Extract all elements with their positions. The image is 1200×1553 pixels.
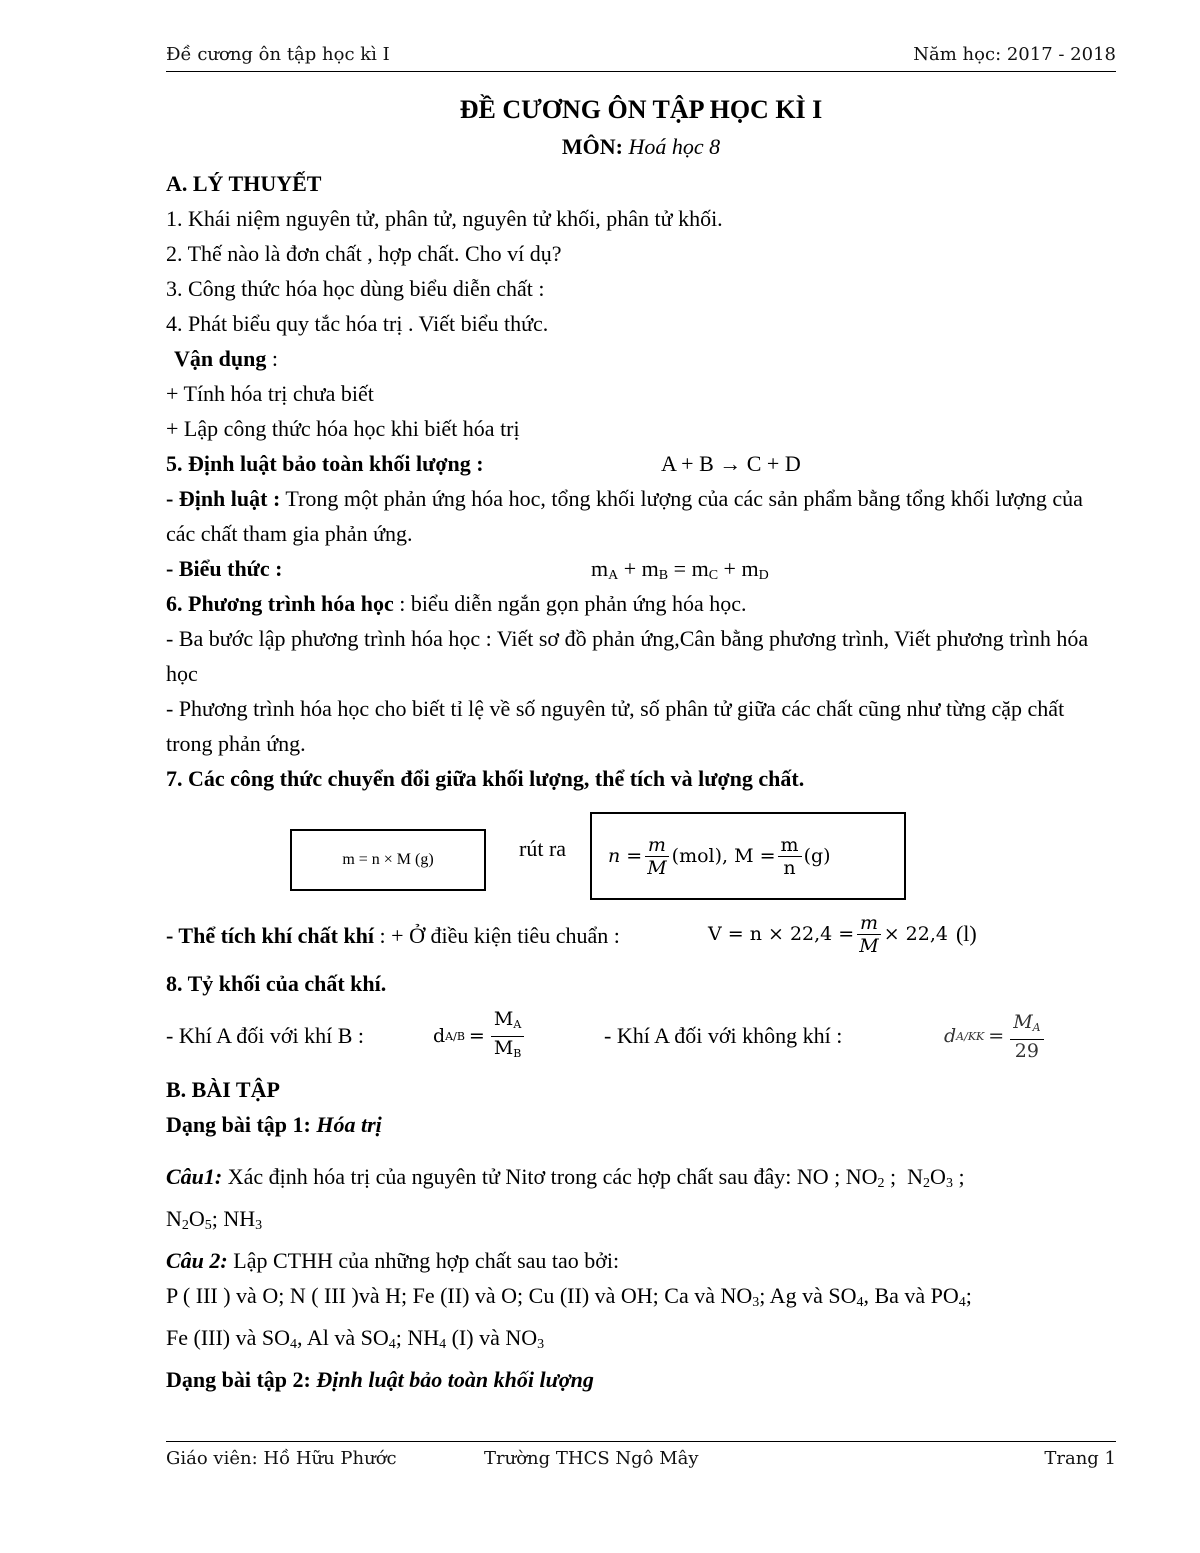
section-5-heading <box>166 446 1116 481</box>
question-1-formulas <box>878 1164 965 1189</box>
question-1-formulas-cont <box>166 1201 1116 1243</box>
subscript: 5 <box>204 1218 212 1233</box>
formula-box-moles: n = $\frac{m}{M}$ (mol), M = $\frac{m}{n}$ (g) <box>590 812 906 900</box>
section-b-heading: B. BÀI TẬP <box>166 1077 280 1102</box>
formula-text: ; Ag và SO <box>759 1283 857 1308</box>
exercise-type-2 <box>166 1362 1116 1397</box>
density-ab-label: - Khí A đối với khí B : <box>166 1023 365 1048</box>
subscript: 3 <box>752 1295 760 1310</box>
subject-value: Hoá học 8 <box>628 134 721 159</box>
question-2-items-1 <box>166 1278 1116 1320</box>
theory-item-2: 2. Thế nào là đơn chất , hợp chất. Cho ví dụ? <box>166 241 562 266</box>
density-air-formula: d A/KK = $\frac{M_A}{29}$ <box>944 1006 1046 1066</box>
formula-box-mass: m = n × M (g) <box>290 829 486 891</box>
exercise-type-2-label: Dạng bài tập 2: <box>166 1367 311 1392</box>
formula-text: , Ba và PO <box>863 1283 959 1308</box>
mass-conservation-formula: $m_A + m_B = m_C + m_D$ <box>591 556 769 583</box>
law-text: Trong một phản ứng hóa hoc, tổng khối lượng của các sản phẩm bằng tổng khối lượng của các chất tham gia phản ứng. <box>166 486 1083 546</box>
vandung-label: Vận dụng <box>174 346 267 371</box>
header-rule <box>166 71 1116 72</box>
formula-text: N <box>166 1206 182 1231</box>
section-a-heading: A. LÝ THUYẾT <box>166 171 322 196</box>
subscript: 3 <box>537 1337 545 1352</box>
formula-text: ; <box>965 1283 972 1308</box>
density-ab-formula: d A/B = $\frac{M_A}{M_B}$ <box>433 1006 526 1066</box>
formula-text: ; NH <box>395 1325 440 1350</box>
page-footer <box>166 1448 1116 1469</box>
reaction-formula: A + B → C + D <box>661 451 801 476</box>
question-1-label: Câu1: <box>166 1164 223 1189</box>
formula-text: P ( III ) và O; N ( III )và H; Fe (II) và O; Cu (II) và OH; Ca và NO <box>166 1283 753 1308</box>
theory-item-1: 1. Khái niệm nguyên tử, phân tử, nguyên tử khối, phân tử khối. <box>166 206 723 231</box>
formula-text: O <box>930 1164 946 1189</box>
law-statement <box>166 481 1116 551</box>
section-5-title: 5. Định luật bảo toàn khối lượng : <box>166 451 484 476</box>
volume-label: - Thể tích khí chất khí <box>166 923 375 948</box>
exercise-type-1-label: Dạng bài tập 1: <box>166 1112 311 1137</box>
rut-ra-label: rút ra <box>519 836 567 861</box>
subject-line <box>166 128 1116 166</box>
law-label: - Định luật : <box>166 486 281 511</box>
question-2: Câu 2: Lập CTHH của những hợp chất sau tao bởi: <box>166 1248 620 1273</box>
formula-text: ; NH <box>211 1206 256 1231</box>
footer-teacher: Giáo viên: Hồ Hữu Phước <box>166 1448 397 1469</box>
section-6-steps: - Ba bước lập phương trình hóa học : Viết sơ đồ phản ứng,Cân bằng phương trình, Viết phương trình hóa học <box>166 626 1089 686</box>
question-1: Câu1: Xác định hóa trị của nguyên tử Nitơ trong các hợp chất sau đây: NO ; $NO_2$ ; $N_2O_3$ ; <box>166 1164 965 1191</box>
subject-label: MÔN: <box>561 134 623 159</box>
question-2-label: Câu 2: <box>166 1248 228 1273</box>
formula-text: Fe (III) và SO <box>166 1325 291 1350</box>
subscript: 4 <box>439 1337 447 1352</box>
volume-formula: V = n × 22,4 = $\frac{m}{M}$ × 22,4 (l) <box>708 911 977 957</box>
formula-text: ; N <box>884 1164 924 1189</box>
footer-page-number: Trang 1 <box>1044 1448 1116 1469</box>
section-8-title: 8. Tỷ khối của chất khí. <box>166 971 387 996</box>
exercise-type-1-name: Hóa trị <box>316 1112 382 1137</box>
vandung-item-1: + Tính hóa trị chưa biết <box>166 381 374 406</box>
footer-school: Trường THCS Ngô Mây <box>484 1448 699 1469</box>
vandung-item-2: + Lập công thức hóa học khi biết hóa trị <box>166 416 520 441</box>
section-6-title: 6. Phương trình hóa học <box>166 591 394 616</box>
document-body <box>166 92 1116 796</box>
header-year: Năm học: 2017 - 2018 <box>913 44 1116 65</box>
expression-label: - Biểu thức : <box>166 556 283 581</box>
formula-text: (I) và NO <box>446 1325 538 1350</box>
exercise-type-2-name: Định luật bảo toàn khối lượng <box>316 1367 594 1392</box>
page-header <box>166 44 1116 65</box>
subscript: 3 <box>945 1176 953 1191</box>
section-b <box>166 1072 1116 1397</box>
section-6-meaning: - Phương trình hóa học cho biết tỉ lệ về số nguyên tử, số phân tử giữa các chất cũng như từng cặp chất trong phản ứng. <box>166 696 1065 756</box>
subscript: 4 <box>958 1295 966 1310</box>
subscript: 4 <box>856 1295 864 1310</box>
formula-text: , Al và SO <box>297 1325 389 1350</box>
formula-text: ; <box>952 1164 965 1189</box>
header-title: Đề cương ôn tập học kì I <box>166 44 390 65</box>
subscript: 2 <box>923 1176 931 1191</box>
density-air-label: - Khí A đối với không khí : <box>604 1023 843 1048</box>
section-7-title: 7. Các công thức chuyển đổi giữa khối lượng, thể tích và lượng chất. <box>166 766 805 791</box>
vandung-heading: Vận dụng : <box>174 346 278 371</box>
theory-item-4: 4. Phát biểu quy tắc hóa trị . Viết biểu thức. <box>166 311 549 336</box>
subscript: 4 <box>388 1337 396 1352</box>
exercise-type-1 <box>166 1107 1116 1142</box>
theory-item-3: 3. Công thức hóa học dùng biểu diễn chất : <box>166 276 545 301</box>
subscript: 4 <box>290 1337 298 1352</box>
section-6-line: 6. Phương trình hóa học : biểu diễn ngắn gọn phản ứng hóa học. <box>166 591 747 616</box>
formula-text: O <box>188 1206 205 1231</box>
subscript: 2 <box>181 1218 189 1233</box>
footer-rule <box>166 1441 1116 1442</box>
subscript: 2 <box>877 1176 885 1191</box>
subscript: 3 <box>255 1218 263 1233</box>
page-title: ĐỀ CƯƠNG ÔN TẬP HỌC KÌ I <box>459 95 823 124</box>
expression-line <box>166 551 1116 586</box>
volume-line: - Thể tích khí chất khí : + Ở điều kiện tiêu chuẩn : <box>166 923 620 948</box>
question-2-items-2 <box>166 1320 1116 1362</box>
